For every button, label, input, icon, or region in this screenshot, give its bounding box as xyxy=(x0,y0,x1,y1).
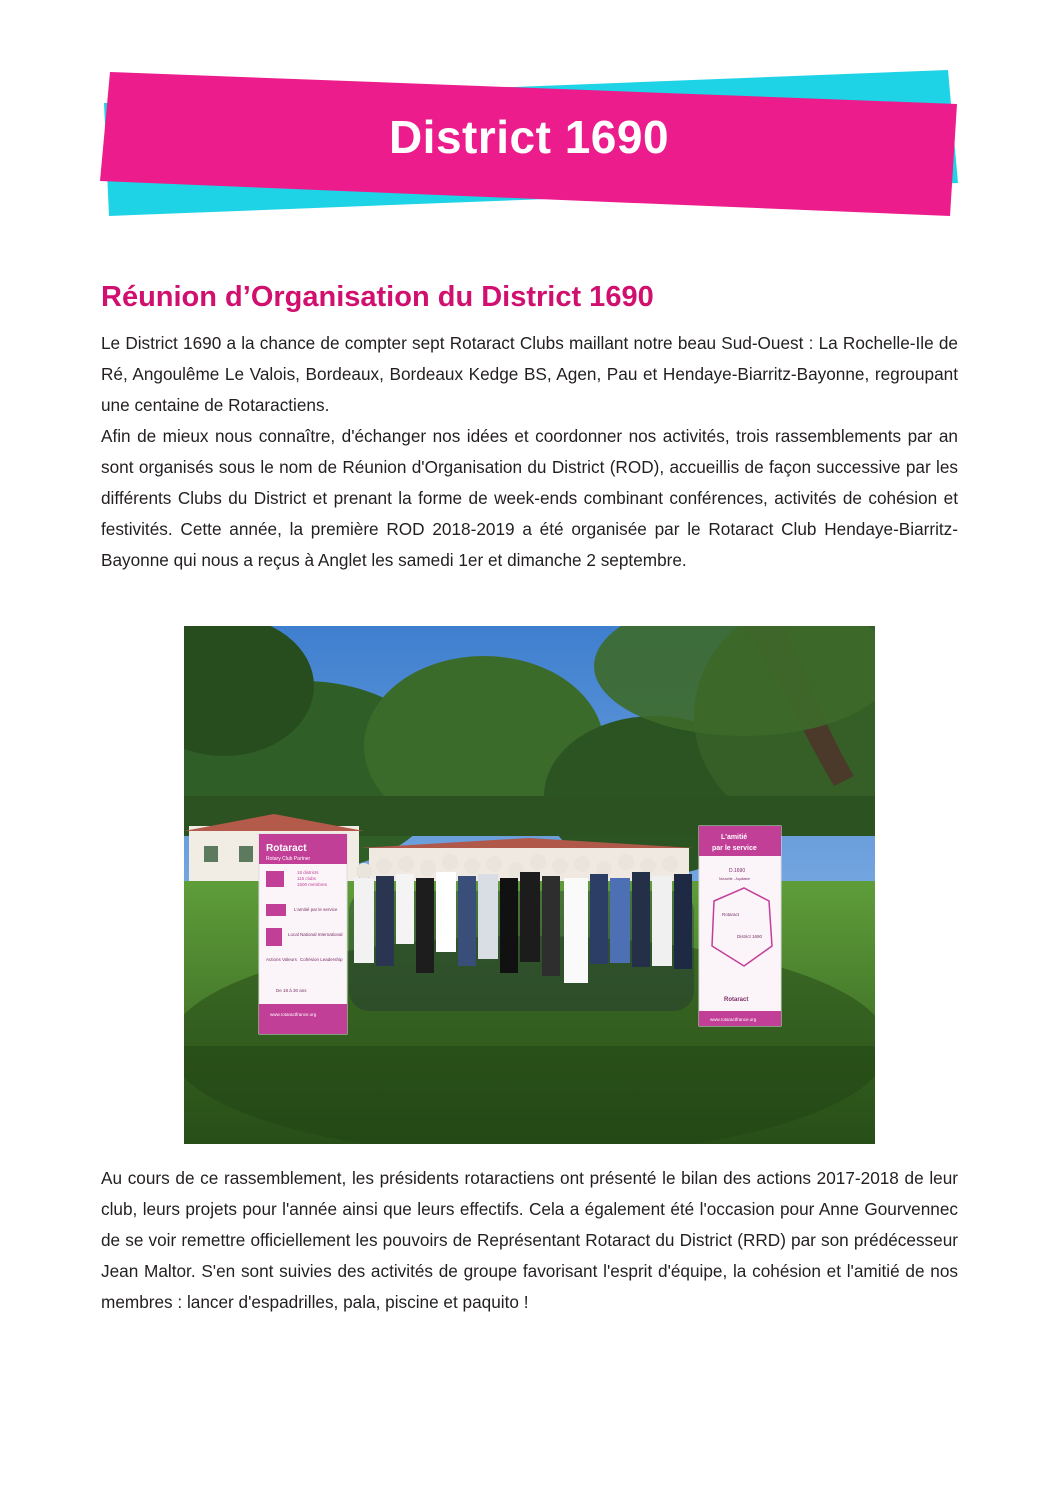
right-banner-region: Nouvelle - Aquitaine xyxy=(719,877,751,881)
left-banner-motto: L'amitié par le service xyxy=(294,907,338,912)
section-heading: Réunion d’Organisation du District 1690 xyxy=(101,281,654,313)
left-banner-stat: 115 clubs xyxy=(297,876,316,881)
left-banner-stat: 18 districts xyxy=(297,870,319,875)
right-banner-district: D.1690 xyxy=(729,868,746,874)
right-banner-site: www.rotaractfrance.org xyxy=(710,1017,757,1022)
left-banner-scope: Local National International xyxy=(288,932,343,937)
left-banner-values: Actions Valeurs xyxy=(266,957,297,962)
left-banner-age: De 18 à 30 ans xyxy=(276,988,307,993)
left-banner-site: www.rotaractfrance.org xyxy=(270,1012,317,1017)
page-title: District 1690 xyxy=(388,111,670,163)
closing-paragraph: Au cours de ce rassemblement, les présidents rotaractiens ont présenté le bilan des actions 2017-2018 de leur club, leurs projets pour l'année ainsi que leurs effectifs. Cela a également été l'occasion pour Anne Gourvennec de se voir remettre officiellement les pouvoirs de Représentant Rotaract du District (RRD) par son prédécesseur Jean Maltor. S'en sont suivies des activités de groupe favorisant l'esprit d'équipe, la cohésion et l'amitié de nos membres : lancer d'espadrilles, pala, piscine et paquito ! xyxy=(101,1168,958,1312)
right-banner-map-label: District 1690 xyxy=(737,934,763,939)
right-banner-brand: Rotaract xyxy=(724,997,749,1003)
right-banner-brand-mid: Rotaract xyxy=(722,912,740,917)
intro-paragraph: Le District 1690 a la chance de compter sept Rotaract Clubs maillant notre beau Sud-Ouest : La Rochelle-Ile de Ré, Angoulême Le Valois, Bordeaux, Bordeaux Kedge BS, Agen, Pau et Hendaye-Biarritz-Bayonne, regroupant une centaine de Rotaractiens. xyxy=(101,333,958,415)
rod-paragraph: Afin de mieux nous connaître, d'échanger nos idées et coordonner nos activités, trois rassemblements par an sont organisés sous le nom de Réunion d'Organisation du District (ROD), accueillis de façon successive par les différents Clubs du District et prenant la forme de week-ends combinant conférences, activités de cohésion et festivités. Cette année, la première ROD 2018-2019 a été organisée par le Rotaract Club Hendaye-Biarritz-Bayonne qui nous a reçus à Anglet les samedi 1er et dimanche 2 septembre. xyxy=(101,426,958,570)
rotaract-left-banner xyxy=(259,834,347,1034)
left-banner-values2: Cohésion Leadership xyxy=(300,957,343,962)
group-photo xyxy=(184,626,875,1144)
title-banner xyxy=(0,0,1058,240)
rotaract-right-banner xyxy=(699,826,781,1026)
left-banner-brand: Rotaract xyxy=(266,843,307,854)
group-of-people xyxy=(349,854,694,1011)
right-banner-motto: L'amitié xyxy=(721,834,748,841)
left-banner-stat: 1500 membres xyxy=(297,882,328,887)
right-banner-motto: par le service xyxy=(712,845,757,852)
left-banner-subtitle: Rotary Club Partner xyxy=(266,856,311,862)
